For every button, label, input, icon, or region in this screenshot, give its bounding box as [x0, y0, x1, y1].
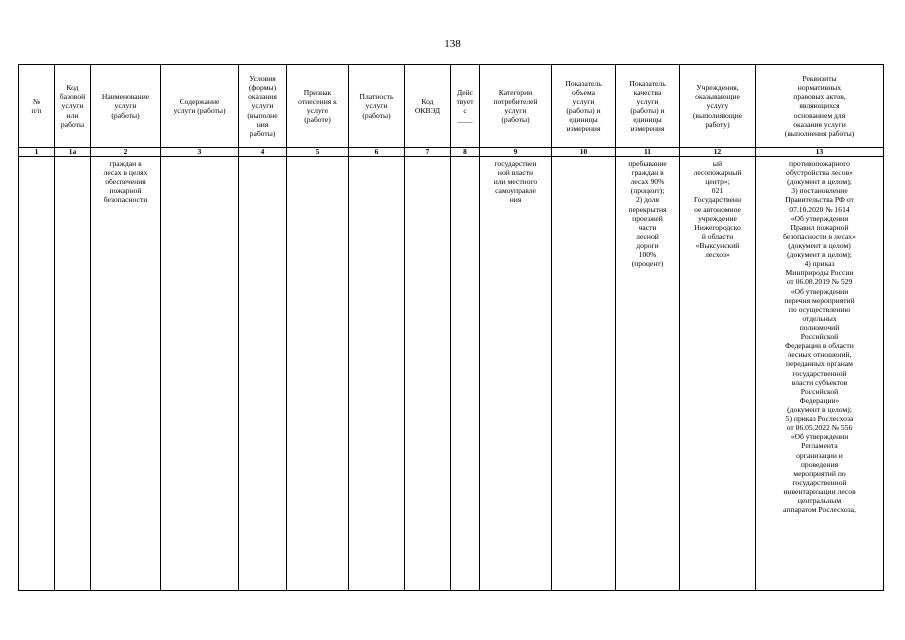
header-cell-quality-indicator: Показатель качества услуги (работы) и единицы измерения: [616, 65, 680, 148]
column-number: 1а: [55, 148, 91, 157]
cell-institutions: ый лесопожарный центр»; 021 Государственн ое автономное учреждение Нижегородско й области «Выксунский лесхоз»: [680, 157, 756, 591]
header-cell-number: № п/п: [19, 65, 55, 148]
cell-number: [19, 157, 55, 591]
column-number: 1: [19, 148, 55, 157]
column-number: 13: [756, 148, 884, 157]
header-cell-legal-acts: Реквизиты нормативных правовых актов, являющихся основанием для оказания услуги (выполнения работы): [756, 65, 884, 148]
header-cell-institutions: Учреждения, оказывающие услугу (выполняющие работу): [680, 65, 756, 148]
cell-base-code: [55, 157, 91, 591]
header-cell-consumers: Категории потребителей услуги (работы): [480, 65, 552, 148]
column-number: 3: [161, 148, 239, 157]
cell-conditions: [239, 157, 287, 591]
registry-table: [18, 64, 884, 591]
header-cell-volume-indicator: Показатель объема услуги (работы) и единицы измерения: [552, 65, 616, 148]
column-number: 2: [91, 148, 161, 157]
header-cell-okved: Код ОКВЭД: [405, 65, 451, 148]
cell-payment: [349, 157, 405, 591]
column-number: 5: [287, 148, 349, 157]
header-cell-attribute: Признак отнесения к услуге (работе): [287, 65, 349, 148]
cell-quality-indicator: пребывание граждан в лесах 90% (процент); 2) доля перекрытия проезжей части лесной дороги 100% (процент): [616, 157, 680, 591]
column-number: 10: [552, 148, 616, 157]
header-cell-base-code: Код базовой услуги или работы: [55, 65, 91, 148]
cell-okved: [405, 157, 451, 591]
header-cell-conditions: Условия (формы) оказания услуги (выполне ния работы): [239, 65, 287, 148]
column-number: 4: [239, 148, 287, 157]
column-number-row: [19, 148, 884, 157]
cell-service-name: граждан в лесах в целях обеспечения пожарной безопасности: [91, 157, 161, 591]
cell-valid-from: [451, 157, 480, 591]
page-number: 138: [444, 38, 461, 50]
cell-consumers: государствен ной власти или местного самоуправле ния: [480, 157, 552, 591]
column-number: 6: [349, 148, 405, 157]
column-number: 8: [451, 148, 480, 157]
cell-legal-acts: противопожарного обустройства лесов» (документ в целом); 3) постановление Правительства РФ от 07.10.2020 № 1614 «Об утверждении Правил пожарной безопасности в лесах» (документ в целом) (документ в целом); 4) приказ Минприроды России от 06.08.2019 № 529 «Об утверждении перечня мероприятий по осуществлению отдельных полномочий Российской Федерации в области лесных отношений, переданных органам государственной власти субъектов Российской Федерации» (документ в целом); 5) приказ Рослесхоза от 06.05.2022 № 556 «Об утверждении Регламента организации и проведения мероприятий по государственной инвентаризации лесов центральным аппаратом Рослесхоза,: [756, 157, 884, 591]
header-cell-valid-from: Дейс твует с ____: [451, 65, 480, 148]
column-number: 7: [405, 148, 451, 157]
column-number: 9: [480, 148, 552, 157]
header-cell-content: Содержание услуги (работы): [161, 65, 239, 148]
header-cell-service-name: Наименование услуги (работы): [91, 65, 161, 148]
header-row: [19, 65, 884, 148]
column-number: 11: [616, 148, 680, 157]
header-cell-payment: Платность услуги (работы): [349, 65, 405, 148]
cell-content: [161, 157, 239, 591]
table-row: [19, 157, 884, 591]
column-number: 12: [680, 148, 756, 157]
cell-volume-indicator: [552, 157, 616, 591]
cell-attribute: [287, 157, 349, 591]
